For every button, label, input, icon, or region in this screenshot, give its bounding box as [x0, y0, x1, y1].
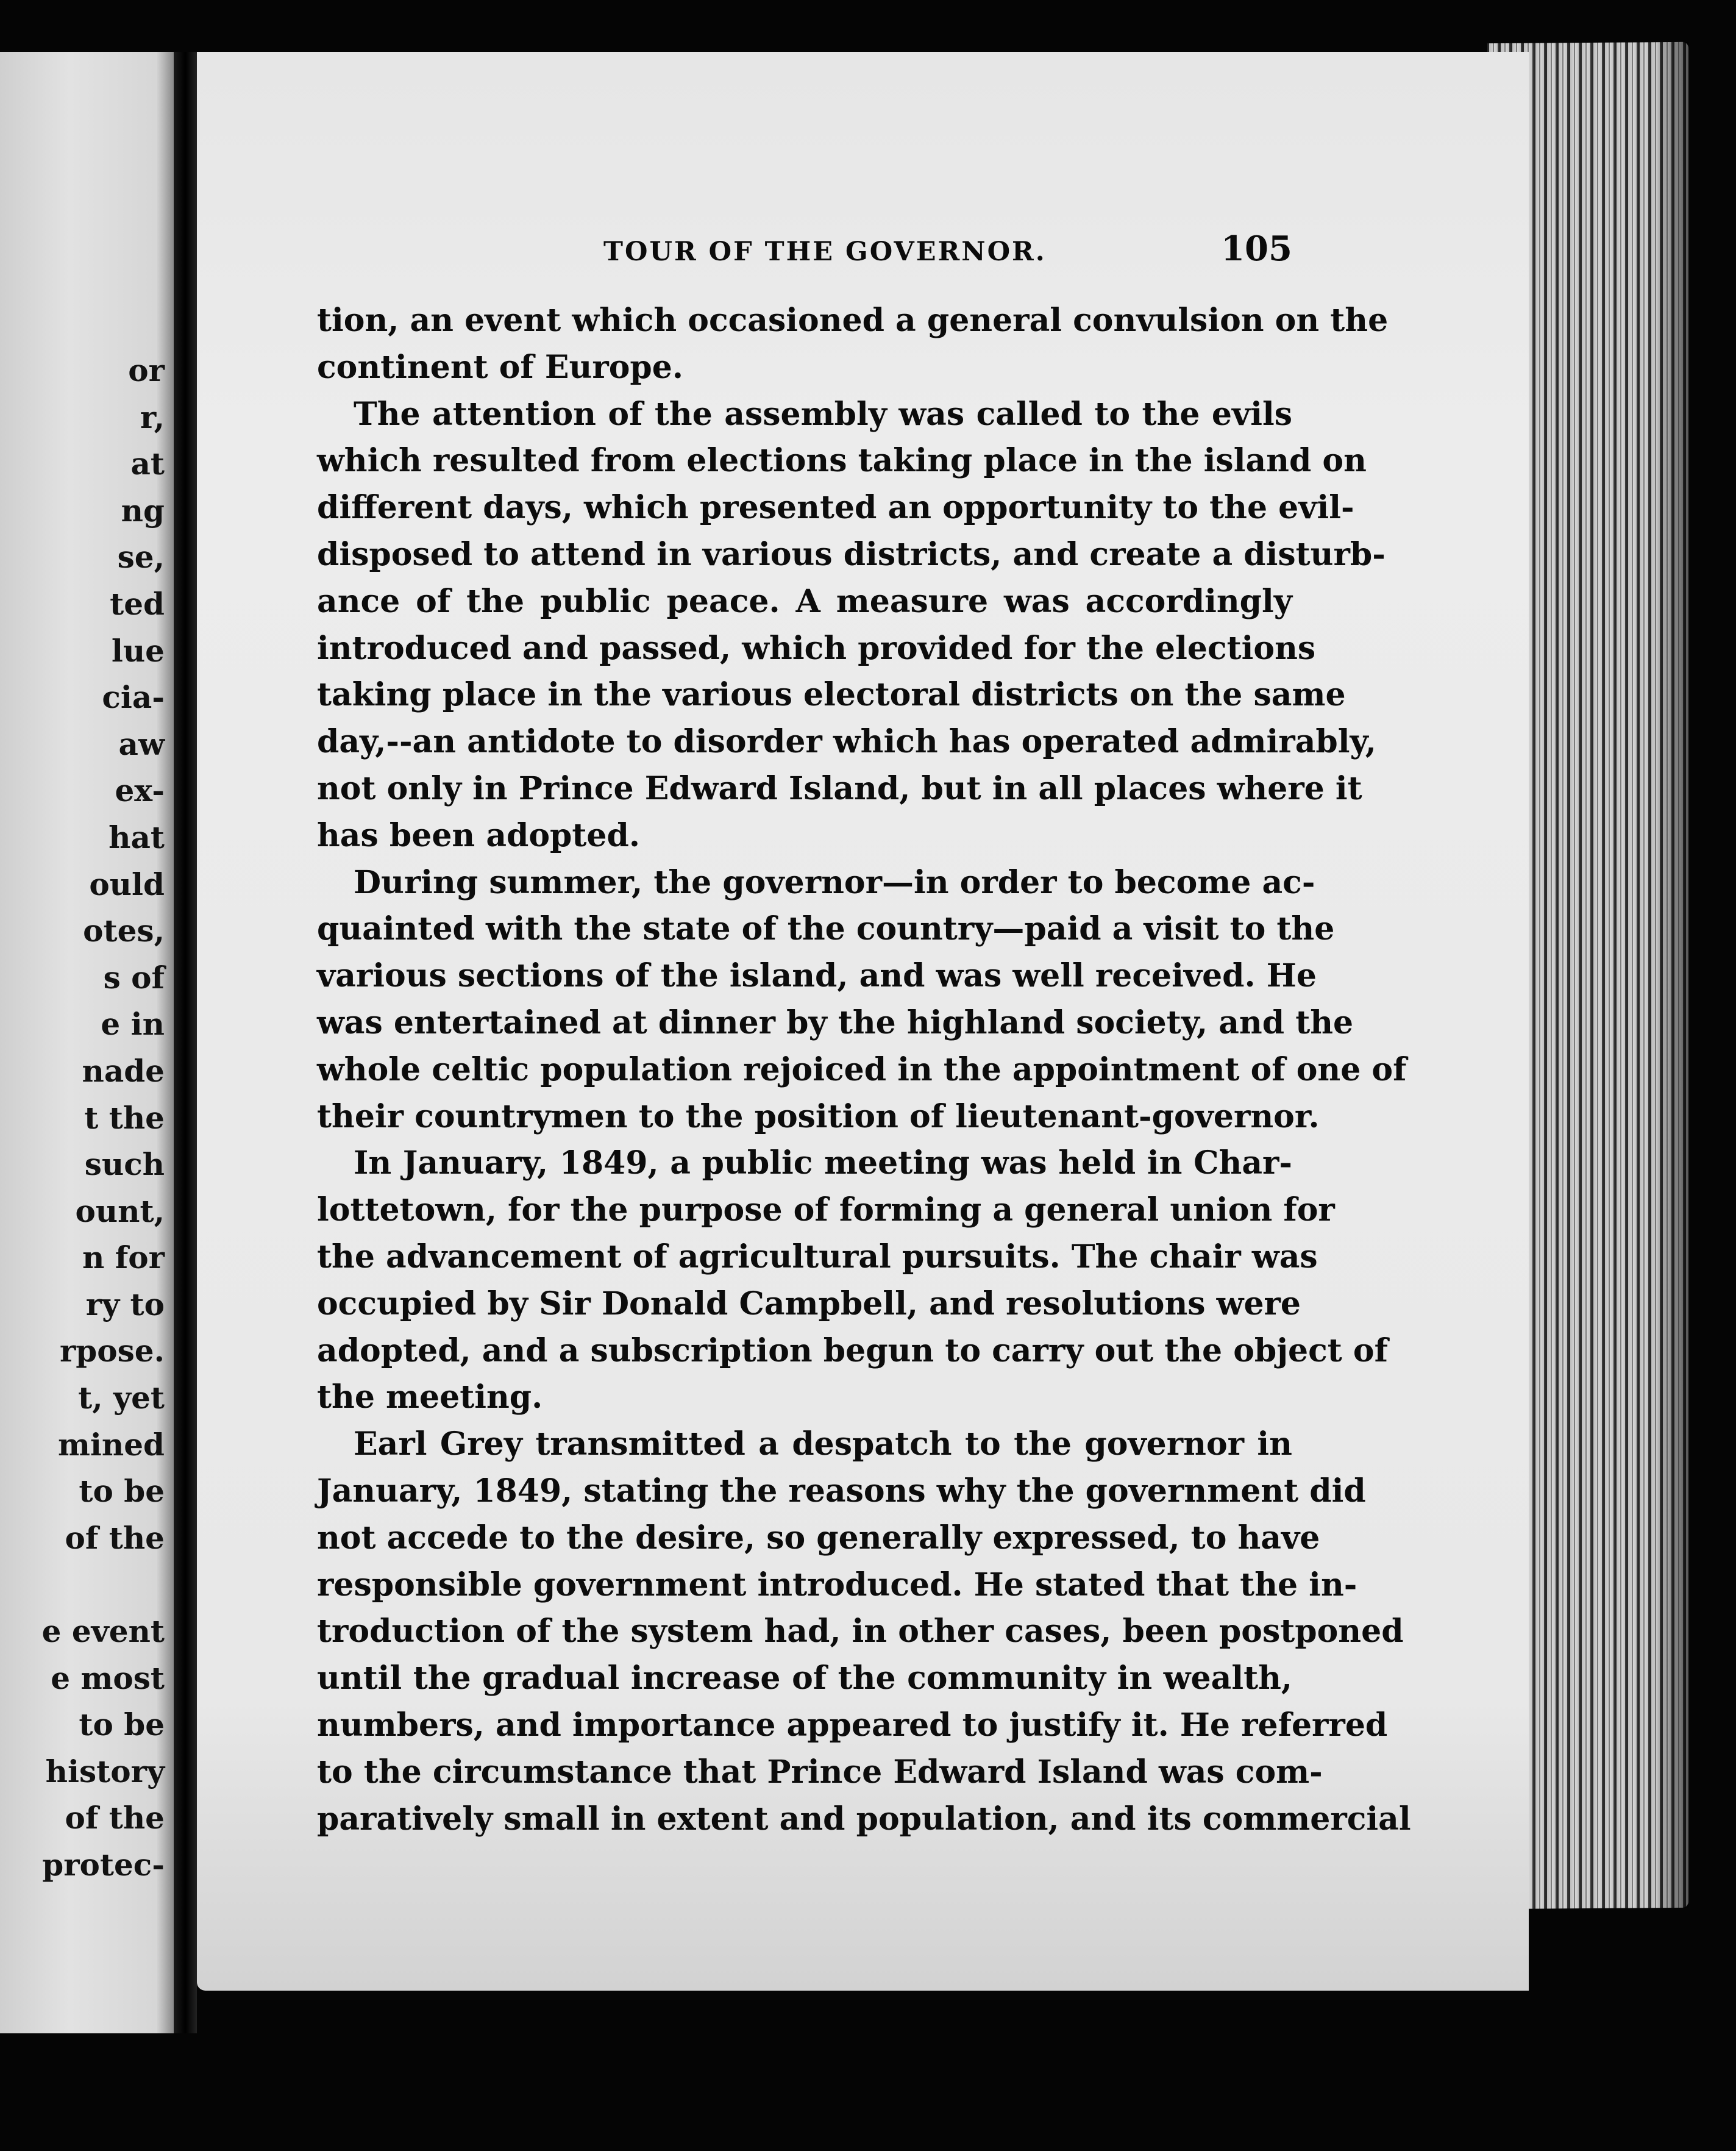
text-line: day,--an antidote to disorder which has operated admirably,	[317, 723, 1376, 761]
text-line: quainted with the state of the country—paid a visit to the	[317, 910, 1335, 948]
text-line: not accede to the desire, so generally expressed, to have	[317, 1519, 1320, 1557]
text-line: lottetown, for the purpose of forming a general union for	[317, 1191, 1335, 1229]
left-page-line: ry to	[85, 1286, 165, 1322]
left-page-line	[0, 1561, 165, 1608]
text-line: was entertained at dinner by the highland society, and the	[317, 1004, 1354, 1041]
text-line: During summer, the governor—in order to become ac-	[354, 863, 1315, 901]
left-page-line: of the	[65, 1519, 165, 1556]
left-page-line: hat	[108, 819, 165, 855]
left-page-line: ted	[110, 585, 165, 622]
left-page-line: t the	[84, 1099, 165, 1136]
text-line: until the gradual increase of the community in wealth,	[317, 1660, 1292, 1697]
text-line: has been adopted.	[317, 816, 640, 854]
left-page-line: protec-	[42, 1847, 165, 1883]
page-number: 105	[1221, 229, 1292, 269]
text-line: whole celtic population rejoiced in the appointment of one of	[317, 1051, 1407, 1088]
book-gutter	[174, 52, 197, 2033]
left-page-line: nade	[82, 1052, 165, 1089]
running-head	[402, 229, 1292, 269]
left-page-line: e in	[101, 1006, 165, 1043]
left-page-line: n for	[82, 1240, 165, 1276]
left-page-line: of the	[65, 1800, 165, 1836]
text-line: troduction of the system had, in other cases, been postponed	[317, 1613, 1404, 1650]
left-page-line: at	[130, 446, 165, 482]
left-page-line: such	[84, 1146, 165, 1183]
left-page-line: lue	[111, 632, 165, 669]
text-line: occupied by Sir Donald Campbell, and resolutions were	[317, 1285, 1301, 1322]
text-line: introduced and passed, which provided for the elections	[317, 629, 1316, 667]
text-line: Earl Grey transmitted a despatch to the governor in	[354, 1425, 1292, 1463]
text-line: the meeting.	[317, 1379, 543, 1416]
text-line: The attention of the assembly was called to the evils	[354, 395, 1292, 433]
text-line: January, 1849, stating the reasons why the government did	[317, 1472, 1366, 1510]
text-line: to the circumstance that Prince Edward Island was com-	[317, 1753, 1323, 1791]
text-line: their countrymen to the position of lieutenant-governor.	[317, 1097, 1320, 1135]
text-line: In January, 1849, a public meeting was held in Char-	[354, 1144, 1292, 1182]
left-page-line: ount,	[75, 1193, 165, 1229]
text-line: responsible government introduced. He stated that the in-	[317, 1566, 1357, 1603]
body-text	[317, 298, 1411, 1842]
left-page-line: e event	[41, 1613, 165, 1650]
text-line: taking place in the various electoral districts on the same	[317, 676, 1346, 714]
left-page-line: ould	[89, 866, 165, 902]
left-page-line: mined	[57, 1426, 165, 1463]
text-line: not only in Prince Edward Island, but in all places where it	[317, 769, 1362, 807]
left-page-line: otes,	[83, 913, 165, 949]
text-line: the advancement of agricultural pursuits. The chair was	[317, 1238, 1318, 1275]
text-line: continent of Europe.	[317, 348, 683, 386]
left-page-line: r,	[140, 399, 165, 435]
text-line: adopted, and a subscription begun to carry out the object of	[317, 1332, 1388, 1369]
left-page-text	[0, 348, 165, 1889]
text-line: which resulted from elections taking place in the island on	[317, 442, 1367, 480]
left-page-line: e most	[51, 1660, 165, 1696]
left-page-line: to be	[79, 1707, 165, 1743]
text-line: different days, which presented an opportunity to the evil-	[317, 489, 1354, 527]
left-page-line: ex-	[115, 772, 165, 809]
text-line: tion, an event which occasioned a general convulsion on the	[317, 302, 1389, 339]
left-page	[0, 52, 174, 2033]
left-page-line: to be	[79, 1473, 165, 1510]
text-line: ance of the public peace. A measure was accordingly	[317, 582, 1292, 620]
left-page-line: ng	[121, 492, 165, 529]
left-page-line: s of	[103, 959, 165, 996]
running-head-title: TOUR OF THE GOVERNOR.	[603, 237, 1047, 267]
left-page-line: or	[128, 352, 165, 388]
left-page-line: t, yet	[78, 1380, 165, 1416]
text-line: numbers, and importance appeared to justify it. He referred	[317, 1706, 1388, 1744]
left-page-line: history	[45, 1753, 165, 1789]
text-line: paratively small in extent and population, and its commercial	[317, 1800, 1411, 1838]
text-line: various sections of the island, and was well received. He	[317, 957, 1317, 995]
left-page-line: cia-	[102, 679, 165, 716]
left-page-line: rpose.	[59, 1333, 165, 1369]
left-page-line: aw	[118, 726, 165, 762]
text-line: disposed to attend in various districts, and create a disturb-	[317, 535, 1386, 573]
left-page-line: se,	[117, 539, 165, 576]
